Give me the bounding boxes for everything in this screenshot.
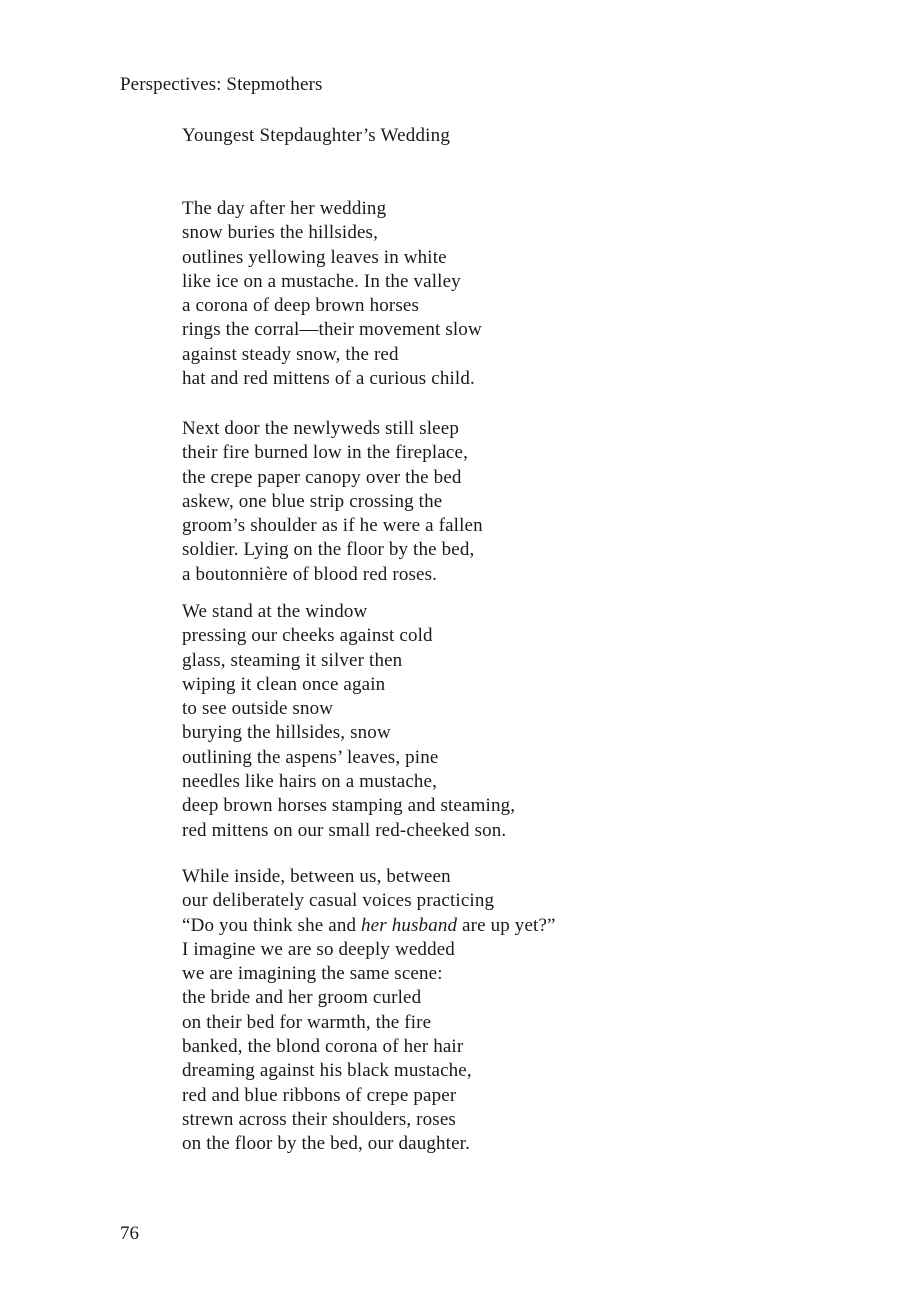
poem-line: banked, the blond corona of her hair bbox=[182, 1036, 464, 1058]
poem-line: snow buries the hillsides, bbox=[182, 222, 378, 244]
poem-line: outlining the aspens’ leaves, pine bbox=[182, 746, 439, 768]
page-number: 76 bbox=[120, 1223, 139, 1244]
poem-line: the bride and her groom curled bbox=[182, 987, 422, 1009]
poem-line: soldier. Lying on the floor by the bed, bbox=[182, 539, 475, 561]
poem-line: on their bed for warmth, the fire bbox=[182, 1011, 432, 1033]
stanza-1 bbox=[182, 197, 482, 391]
poem-line: groom’s shoulder as if he were a fallen bbox=[182, 515, 483, 537]
poem-line: red mittens on our small red-cheeked son. bbox=[182, 819, 507, 841]
poem-line: our deliberately casual voices practicing bbox=[182, 890, 495, 912]
stanza-4 bbox=[182, 865, 556, 1157]
poem-line: on the floor by the bed, our daughter. bbox=[182, 1133, 470, 1155]
poem-line: While inside, between us, between bbox=[182, 866, 451, 887]
poem-line: needles like hairs on a mustache, bbox=[182, 771, 438, 793]
poem-line: outlines yellowing leaves in white bbox=[182, 246, 447, 268]
poem-line: we are imagining the same scene: bbox=[182, 963, 443, 985]
poem-line: dreaming against his black mustache, bbox=[182, 1060, 472, 1082]
line-text: are up yet?” bbox=[457, 914, 556, 936]
poem-line: a corona of deep brown horses bbox=[182, 295, 420, 317]
poem-line: a boutonnière of blood red roses. bbox=[182, 563, 438, 585]
poem-line: I imagine we are so deeply wedded bbox=[182, 938, 455, 960]
stanza-3 bbox=[182, 600, 515, 843]
poem-line: red and blue ribbons of crepe paper bbox=[182, 1084, 457, 1106]
poem-title: Youngest Stepdaughter’s Wedding bbox=[182, 125, 451, 146]
poem-line: like ice on a mustache. In the valley bbox=[182, 270, 461, 292]
poem-line: rings the corral—their movement slow bbox=[182, 319, 482, 341]
poem-line: The day after her wedding bbox=[182, 198, 387, 219]
poem-line: deep brown horses stamping and steaming, bbox=[182, 795, 516, 817]
poem-line: We stand at the window bbox=[182, 601, 368, 622]
poem-line-with-italic bbox=[182, 914, 556, 938]
poem-line: glass, steaming it silver then bbox=[182, 649, 403, 671]
stanza-2 bbox=[182, 417, 483, 587]
poem-line: pressing our cheeks against cold bbox=[182, 625, 433, 647]
poem-line: Next door the newlyweds still sleep bbox=[182, 418, 460, 439]
italic-phrase: her husband bbox=[361, 914, 458, 936]
poem-line: their fire burned low in the fireplace, bbox=[182, 442, 468, 464]
poem-line: to see outside snow bbox=[182, 698, 334, 720]
poem-line: against steady snow, the red bbox=[182, 343, 399, 365]
poem-line: the crepe paper canopy over the bed bbox=[182, 466, 462, 488]
poem-line: wiping it clean once again bbox=[182, 673, 386, 695]
poem-line: burying the hillsides, snow bbox=[182, 722, 391, 744]
poem-line: hat and red mittens of a curious child. bbox=[182, 368, 475, 390]
poem-line: strewn across their shoulders, roses bbox=[182, 1108, 456, 1130]
running-head: Perspectives: Stepmothers bbox=[120, 74, 323, 95]
line-text: “Do you think she and bbox=[182, 914, 362, 936]
poem-line: askew, one blue strip crossing the bbox=[182, 490, 443, 512]
